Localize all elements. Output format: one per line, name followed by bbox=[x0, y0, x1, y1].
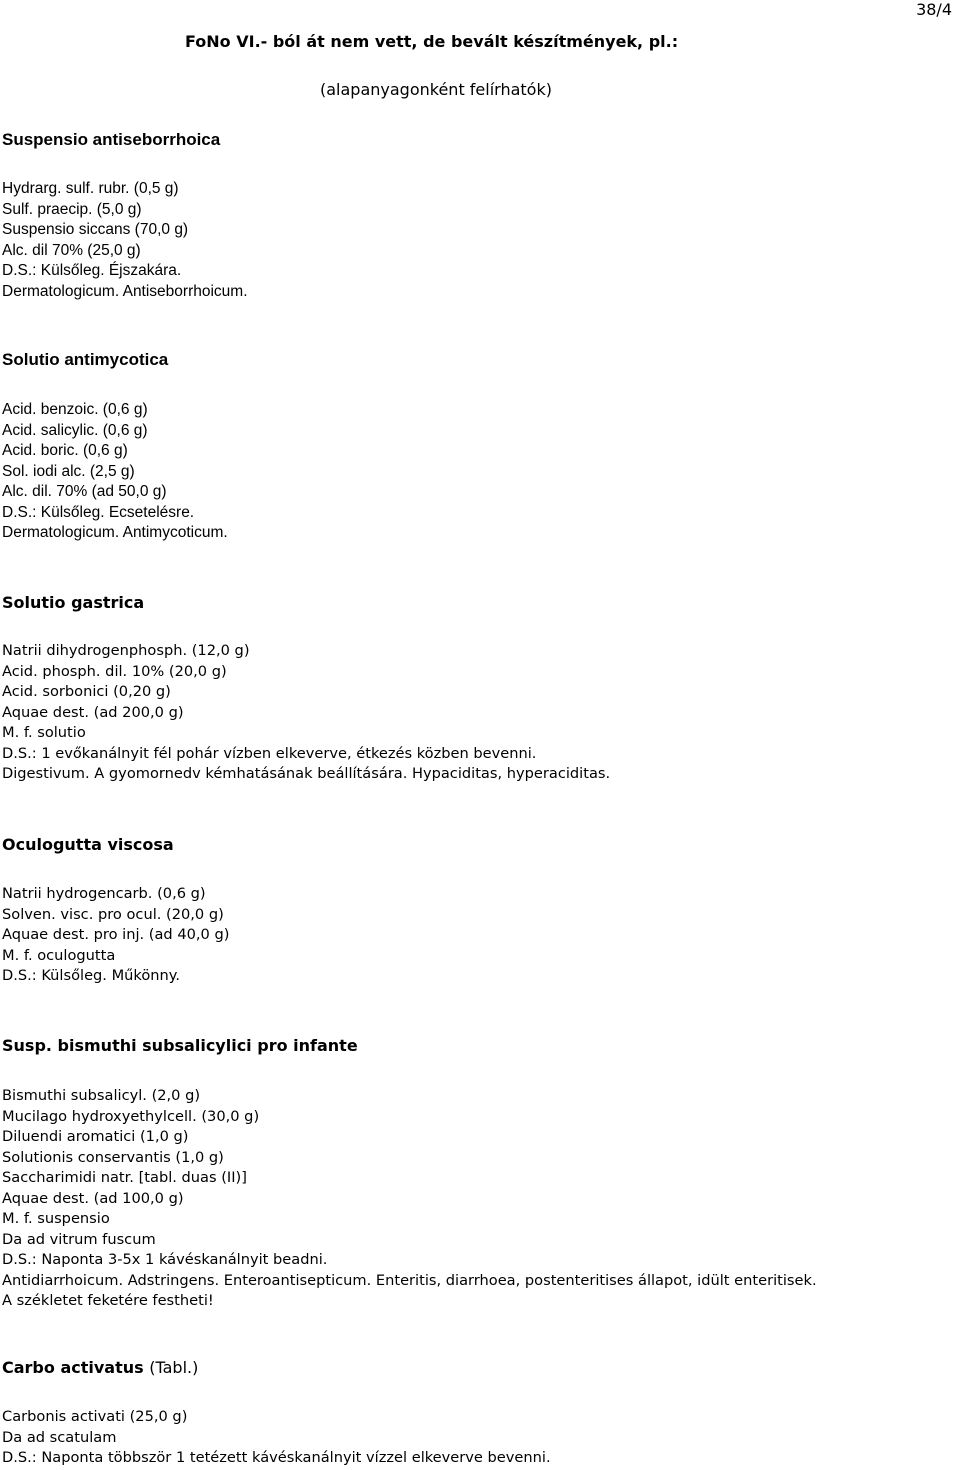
recipe-title-main: Carbo activatus bbox=[2, 1358, 144, 1377]
recipe-line: Acid. benzoic. (0,6 g) bbox=[2, 401, 148, 418]
recipe-title: Suspensio antiseborrhoica bbox=[2, 130, 221, 149]
recipe-lines bbox=[2, 400, 228, 544]
recipe-line: D.S.: Naponta 3-5x 1 kávéskanálnyit beadni. bbox=[2, 1251, 328, 1268]
recipe-line: Solven. visc. pro ocul. (20,0 g) bbox=[2, 905, 224, 923]
page-number: 38/4 bbox=[916, 0, 952, 19]
recipe-line: Acid. salicylic. (0,6 g) bbox=[2, 421, 148, 439]
recipe-line: Saccharimidi natr. [tabl. duas (II)] bbox=[2, 1169, 247, 1186]
recipe-line: A székletet feketére festheti! bbox=[2, 1292, 214, 1309]
recipe-line: D.S.: Külsőleg. Műkönny. bbox=[2, 967, 180, 984]
recipe-line: Aquae dest. (ad 100,0 g) bbox=[2, 1189, 184, 1207]
recipe-line: D.S.: Naponta többször 1 tetézett kávéskanálnyit vízzel elkeverve bevenni. bbox=[2, 1449, 551, 1466]
recipe-line: Alc. dil 70% (25,0 g) bbox=[2, 241, 141, 259]
recipe-line: Dermatologicum. Antimycoticum. bbox=[2, 524, 228, 541]
recipe-solutio-antimycotica bbox=[2, 350, 228, 544]
recipe-title: Oculogutta viscosa bbox=[2, 835, 174, 854]
recipe-line: Acid. sorbonici (0,20 g) bbox=[2, 683, 171, 700]
recipe-title: Susp. bismuthi subsalicylici pro infante bbox=[2, 1036, 358, 1055]
recipe-line: Alc. dil. 70% (ad 50,0 g) bbox=[2, 483, 167, 500]
recipe-title: Solutio gastrica bbox=[2, 593, 145, 612]
recipe-line: M. f. solutio bbox=[2, 724, 86, 741]
recipe-line: Sulf. praecip. (5,0 g) bbox=[2, 200, 142, 218]
recipe-lines bbox=[2, 641, 610, 785]
recipe-line: D.S.: Külsőleg. Ecsetelésre. bbox=[2, 503, 195, 521]
recipe-title: Solutio antimycotica bbox=[2, 350, 169, 369]
recipe-solutio-gastrica bbox=[2, 593, 610, 785]
recipe-line: Da ad scatulam bbox=[2, 1428, 117, 1446]
recipe-carbo-activatus bbox=[2, 1358, 551, 1469]
recipe-oculogutta-viscosa bbox=[2, 835, 229, 987]
recipe-line: Antidiarrhoicum. Adstringens. Enteroantisepticum. Enteritis, diarrhoea, postenteritises állapot, idült enteritisek. bbox=[2, 1271, 817, 1289]
recipe-line: M. f. suspensio bbox=[2, 1210, 110, 1227]
recipe-line: Digestivum. A gyomornedv kémhatásának beállítására. Hypaciditas, hyperaciditas. bbox=[2, 765, 611, 782]
recipe-line: Natrii dihydrogenphosph. (12,0 g) bbox=[2, 642, 250, 659]
recipe-line: Natrii hydrogencarb. (0,6 g) bbox=[2, 885, 206, 902]
recipe-line: Suspensio siccans (70,0 g) bbox=[2, 221, 189, 238]
recipe-line: Aquae dest. pro inj. (ad 40,0 g) bbox=[2, 926, 230, 943]
recipe-susp-bismuthi bbox=[2, 1036, 817, 1312]
recipe-lines bbox=[2, 179, 248, 302]
recipe-line: Solutionis conservantis (1,0 g) bbox=[2, 1148, 224, 1166]
recipe-line: Diluendi aromatici (1,0 g) bbox=[2, 1128, 189, 1145]
recipe-line: Aquae dest. (ad 200,0 g) bbox=[2, 703, 184, 721]
recipe-line: Hydrarg. sulf. rubr. (0,5 g) bbox=[2, 180, 179, 197]
recipe-line: Bismuthi subsalicyl. (2,0 g) bbox=[2, 1087, 201, 1104]
recipe-lines bbox=[2, 884, 229, 987]
recipe-lines bbox=[2, 1086, 817, 1312]
recipe-line: Mucilago hydroxyethylcell. (30,0 g) bbox=[2, 1107, 260, 1125]
recipe-line: Da ad vitrum fuscum bbox=[2, 1230, 156, 1248]
page-subtitle: (alapanyagonként felírhatók) bbox=[320, 80, 552, 99]
recipe-line: M. f. oculogutta bbox=[2, 946, 116, 964]
recipe-line: D.S.: 1 evőkanálnyit fél pohár vízben elkeverve, étkezés közben bevenni. bbox=[2, 744, 537, 762]
recipe-title bbox=[2, 1358, 551, 1378]
recipe-line: D.S.: Külsőleg. Éjszakára. bbox=[2, 262, 182, 279]
recipe-line: Acid. phosph. dil. 10% (20,0 g) bbox=[2, 662, 227, 680]
recipe-line: Dermatologicum. Antiseborrhoicum. bbox=[2, 282, 248, 300]
page-title: FoNo VI.- ból át nem vett, de bevált készítmények, pl.: bbox=[185, 32, 679, 51]
recipe-suspensio-antiseborrhoica bbox=[2, 130, 248, 302]
recipe-line: Carbonis activati (25,0 g) bbox=[2, 1408, 188, 1425]
recipe-title-suffix: (Tabl.) bbox=[149, 1358, 199, 1377]
recipe-line: Sol. iodi alc. (2,5 g) bbox=[2, 462, 135, 480]
recipe-lines bbox=[2, 1407, 551, 1469]
recipe-line: Acid. boric. (0,6 g) bbox=[2, 442, 128, 459]
